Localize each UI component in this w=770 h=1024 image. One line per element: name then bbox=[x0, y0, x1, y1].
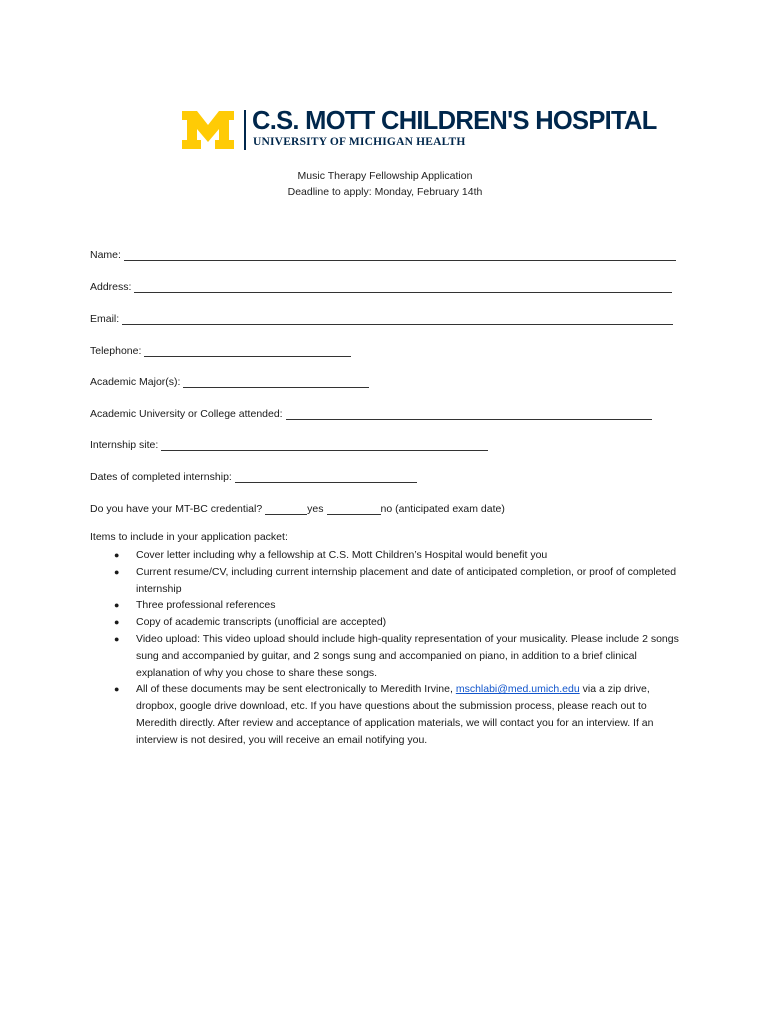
bullet-icon: ● bbox=[114, 566, 120, 577]
telephone-label: Telephone: bbox=[90, 345, 142, 357]
email-label: Email: bbox=[90, 313, 120, 325]
form-title: Music Therapy Fellowship Application bbox=[297, 170, 473, 182]
email-field bbox=[90, 311, 673, 325]
university-name: UNIVERSITY OF MICHIGAN HEALTH bbox=[253, 136, 466, 148]
internship-dates-blank[interactable] bbox=[235, 471, 417, 483]
email-blank[interactable] bbox=[122, 313, 673, 325]
address-label: Address: bbox=[90, 281, 132, 293]
list-item: ● Current resume/CV, including current internship placement and date of anticipated completion, or proof of completed internship bbox=[114, 565, 677, 595]
hospital-name: C.S. MOTT CHILDREN'S HOSPITAL bbox=[252, 107, 657, 135]
bullet-icon: ● bbox=[114, 550, 120, 560]
majors-blank[interactable] bbox=[183, 376, 369, 388]
bullet-icon: ● bbox=[114, 600, 120, 611]
university-label: Academic University or College attended: bbox=[90, 408, 283, 420]
address-blank[interactable] bbox=[134, 281, 672, 293]
bullet-icon: ● bbox=[114, 617, 120, 628]
majors-field bbox=[90, 374, 369, 388]
list-item: ● Three professional references bbox=[90, 597, 690, 614]
items-heading: Items to include in your application packet: bbox=[90, 531, 288, 543]
bullet-icon: ● bbox=[114, 633, 120, 644]
credential-label: Do you have your MT-BC credential? bbox=[90, 503, 263, 515]
credential-yes-label: yes bbox=[307, 503, 324, 515]
internship-dates-field bbox=[90, 469, 417, 483]
telephone-blank[interactable] bbox=[144, 345, 351, 357]
credential-no-label: no (anticipated exam date) bbox=[380, 503, 505, 515]
credential-field bbox=[90, 501, 505, 515]
internship-site-label: Internship site: bbox=[90, 439, 159, 451]
internship-dates-label: Dates of completed internship: bbox=[90, 471, 232, 483]
logo-divider bbox=[244, 110, 246, 150]
items-list bbox=[90, 547, 690, 749]
credential-yes-blank[interactable] bbox=[265, 503, 307, 515]
list-item: ● All of these documents may be sent electronically to Meredith Irvine, mschlabi@med.umich.edu via a zip drive, dropbox, google drive download, etc. If you have questions about the submission process, please reach out to Meredith directly. After review and acceptance of application materials, we will contact you for an interview. If an interview is not desired, you will receive an email notifying you. bbox=[114, 683, 654, 746]
deadline-text: Deadline to apply: Monday, February 14th bbox=[287, 186, 483, 198]
credential-no-blank[interactable] bbox=[327, 503, 381, 515]
hospital-logo bbox=[182, 107, 657, 152]
university-blank[interactable] bbox=[286, 408, 652, 420]
block-m-logo-icon bbox=[182, 111, 234, 149]
contact-email-link[interactable]: mschlabi@med.umich.edu bbox=[455, 683, 580, 696]
university-field bbox=[90, 406, 652, 420]
list-item: ● Video upload: This video upload should include high-quality representation of your musicality. Please include 2 songs sung and accompanied by guitar, and 2 songs sung and accompanied on piano, in addition to a brief clinical explanation of why you chose to share these songs. bbox=[114, 632, 679, 679]
bullet-icon: ● bbox=[114, 684, 120, 695]
name-field bbox=[90, 247, 676, 261]
majors-label: Academic Major(s): bbox=[90, 376, 181, 388]
internship-site-field bbox=[90, 437, 488, 451]
telephone-field bbox=[90, 343, 351, 357]
list-item: ● Cover letter including why a fellowship at C.S. Mott Children’s Hospital would benefit you bbox=[90, 547, 690, 564]
internship-site-blank[interactable] bbox=[161, 439, 488, 451]
name-label: Name: bbox=[90, 249, 121, 261]
list-item: ● Copy of academic transcripts (unofficial are accepted) bbox=[90, 614, 690, 631]
name-blank[interactable] bbox=[124, 249, 676, 261]
address-field bbox=[90, 279, 672, 293]
